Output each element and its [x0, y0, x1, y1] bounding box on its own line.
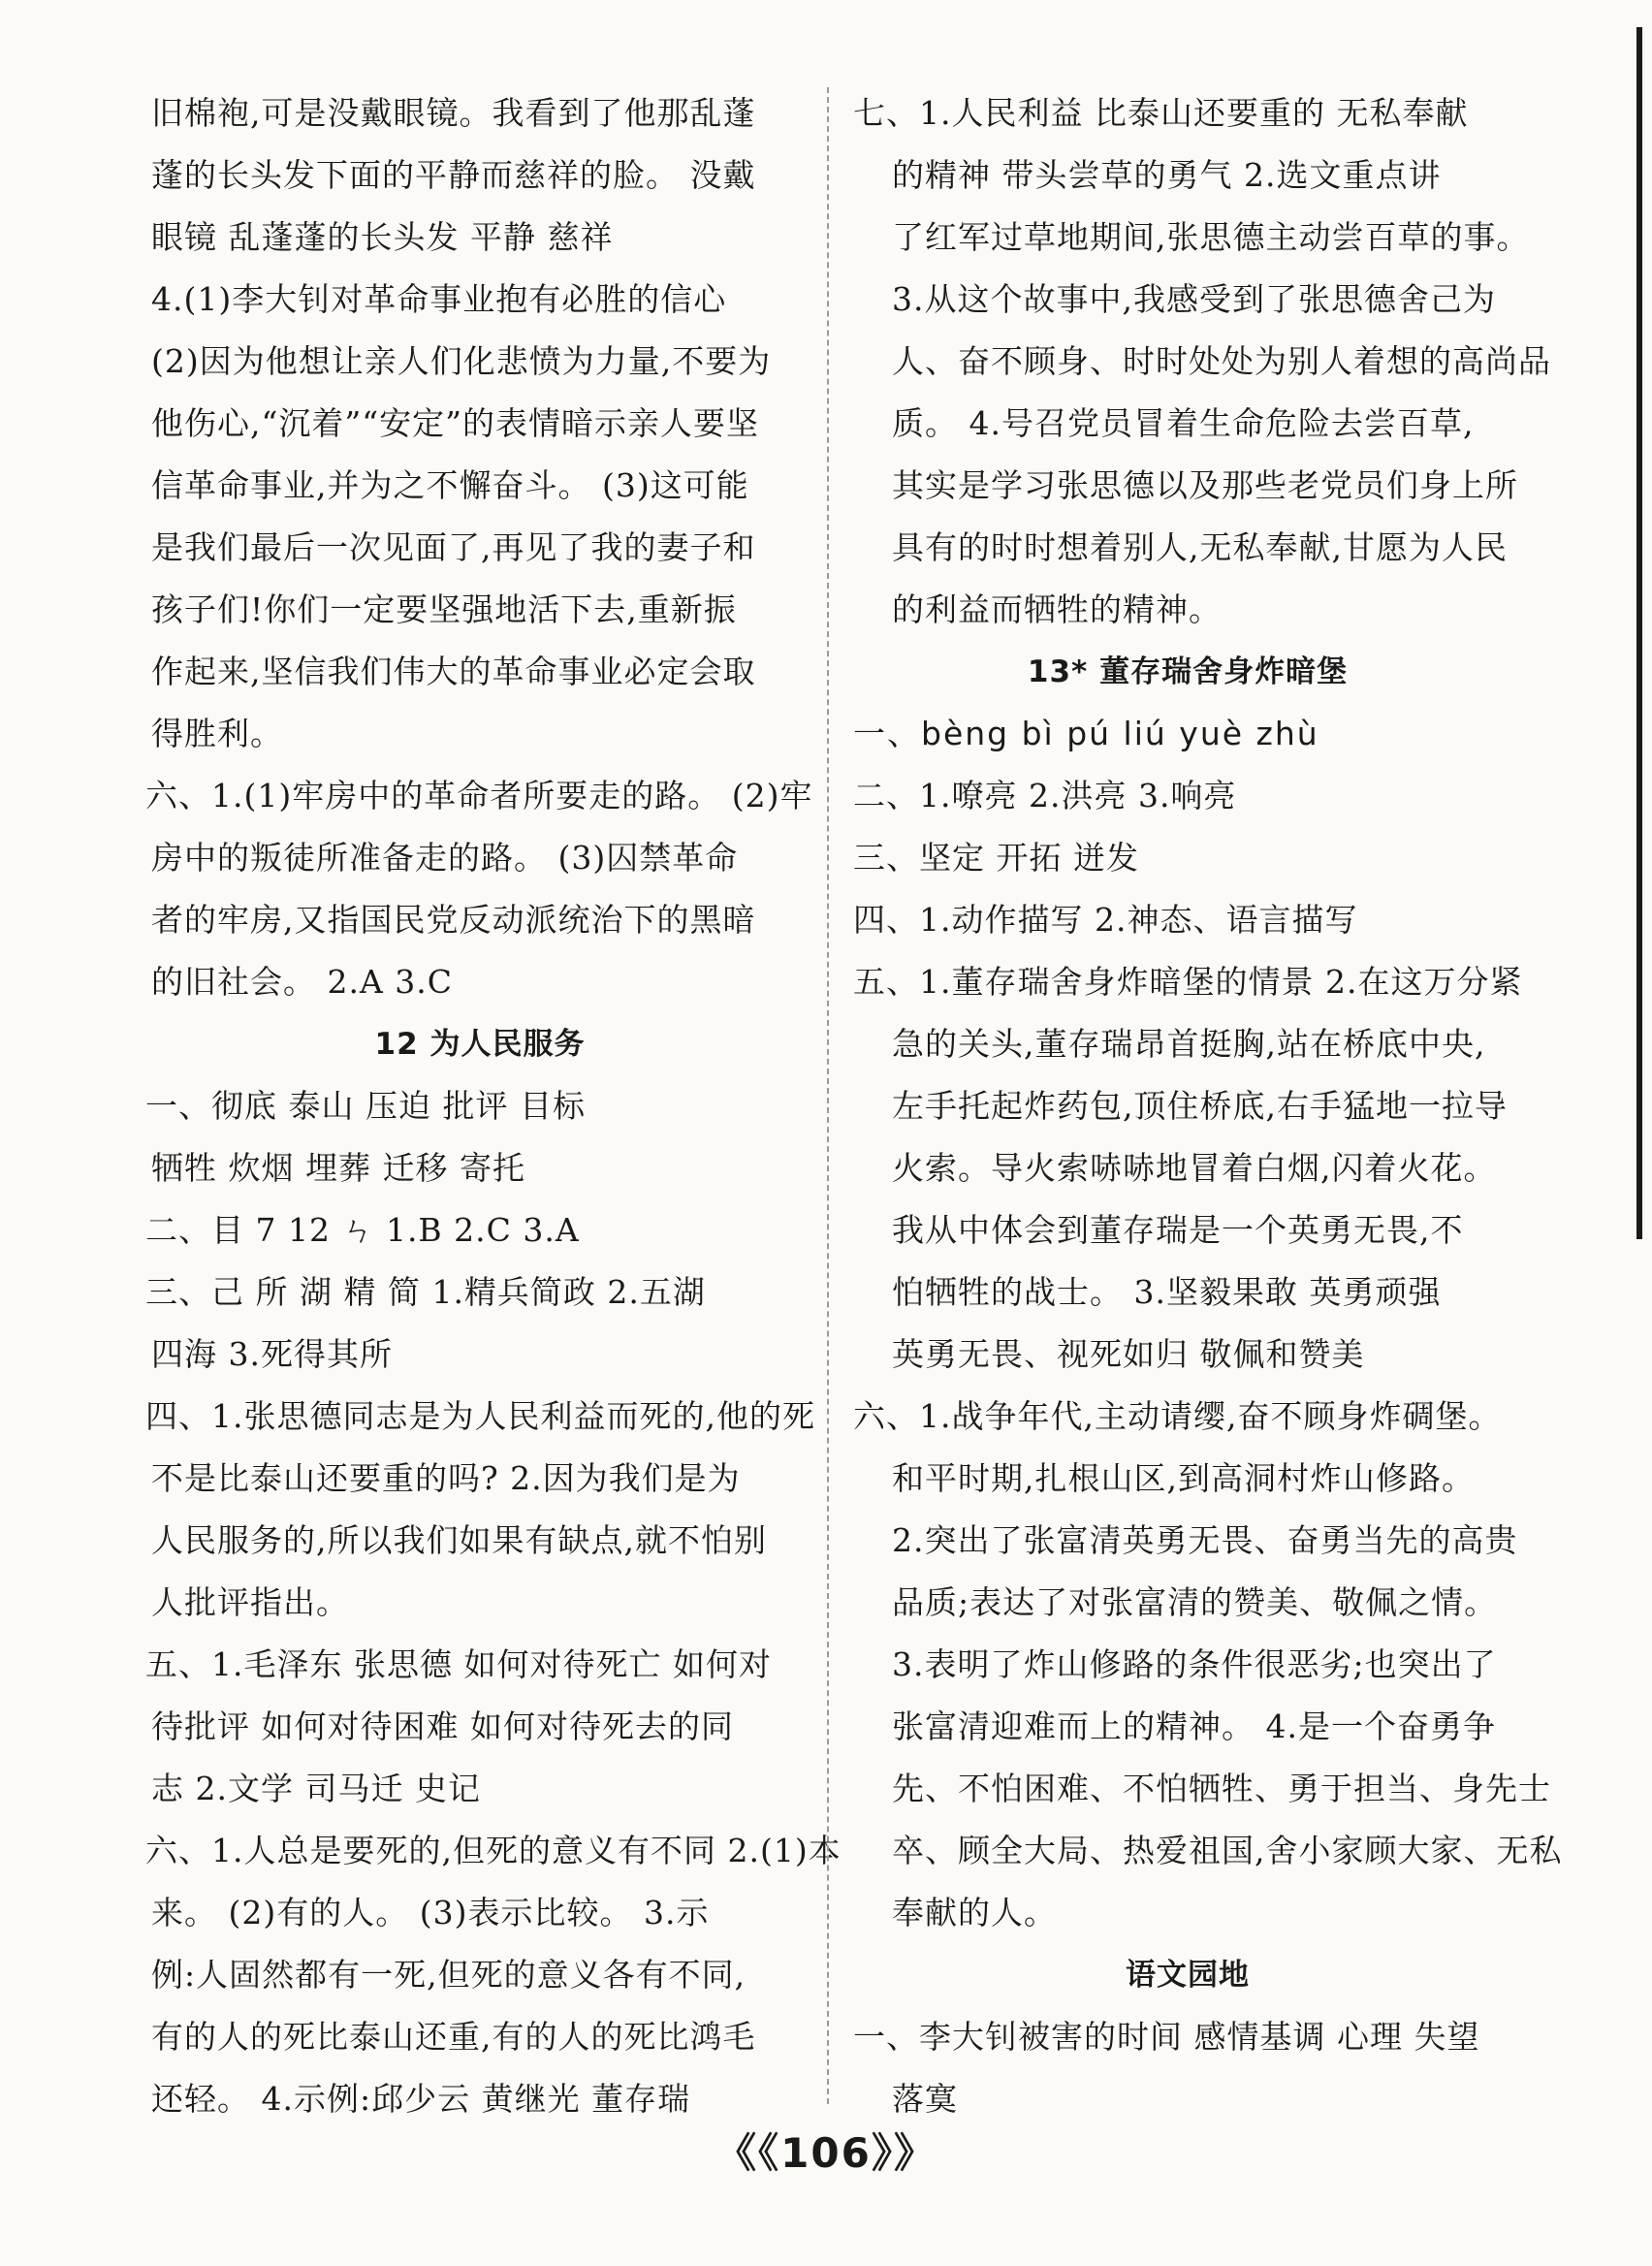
answer-line: 卒、顾全大局、热爱祖国,舍小家顾大家、无私	[892, 1832, 1563, 1869]
answer-line: 急的关头,董存瑞昂首挺胸,站在桥底中央,	[892, 1025, 1486, 1063]
answer-line: 二、目 7 12 ㄣ 1.B 2.C 3.A	[145, 1211, 580, 1249]
answer-line: 六、1.人总是要死的,但死的意义有不同 2.(1)本	[145, 1832, 842, 1869]
answer-line: 怕牺牲的战士。 3.坚毅果敢 英勇顽强	[892, 1273, 1442, 1311]
answer-line: 有的人的死比泰山还重,有的人的死比鸿毛	[151, 2018, 756, 2056]
answer-line: 孩子们!你们一定要坚强地活下去,重新振	[151, 590, 737, 628]
page-edge-bar	[1636, 27, 1642, 1239]
answer-line: 来。 (2)有的人。 (3)表示比较。 3.示	[151, 1894, 710, 1931]
answer-line: 3.表明了炸山修路的条件很恶劣;也突出了	[892, 1645, 1497, 1683]
answer-line: 的利益而牺牲的精神。	[892, 590, 1222, 628]
answer-line: 我从中体会到董存瑞是一个英勇无畏,不	[892, 1211, 1464, 1249]
answer-line: 还轻。 4.示例:邱少云 黄继光 董存瑞	[151, 2080, 691, 2118]
answer-line: 三、坚定 开拓 迸发	[853, 839, 1139, 877]
answer-line: 质。 4.号召党员冒着生命危险去尝百草,	[892, 404, 1475, 442]
column-divider	[827, 87, 829, 2104]
answer-line: 的精神 带头尝草的勇气 2.选文重点讲	[892, 156, 1442, 194]
answer-line: 四、1.张思德同志是为人民利益而死的,他的死	[145, 1397, 815, 1435]
answer-line: 二、1.嘹亮 2.洪亮 3.响亮	[853, 777, 1237, 814]
answer-line: 的旧社会。 2.A 3.C	[151, 963, 454, 1001]
answer-line: 火索。导火索哧哧地冒着白烟,闪着火花。	[892, 1149, 1497, 1187]
answer-line: 六、1.(1)牢房中的革命者所要走的路。 (2)牢	[145, 777, 813, 814]
answer-line: 志 2.文学 司马迁 史记	[151, 1770, 481, 1807]
section-title: 13* 董存瑞舍身炸暗堡	[1027, 654, 1349, 689]
answer-line: 房中的叛徒所准备走的路。 (3)囚禁革命	[151, 839, 739, 877]
answer-line: (2)因为他想让亲人们化悲愤为力量,不要为	[151, 342, 772, 380]
answer-line: 四、1.动作描写 2.神态、语言描写	[853, 901, 1358, 939]
answer-line: 一、bèng bì pú liú yuè zhù	[853, 715, 1319, 752]
section-title: 语文园地	[1126, 1958, 1250, 1993]
answer-line: 左手托起炸药包,顶住桥底,右手猛地一拉导	[892, 1087, 1508, 1125]
answer-line: 了红军过草地期间,张思德主动尝百草的事。	[892, 218, 1530, 256]
answer-line: 眼镜 乱蓬蓬的长头发 平静 慈祥	[151, 218, 614, 256]
answer-line: 七、1.人民利益 比泰山还要重的 无私奉献	[853, 94, 1469, 132]
answer-line: 他伤心,“沉着”“安定”的表情暗示亲人要坚	[151, 404, 759, 442]
answer-line: 是我们最后一次见面了,再见了我的妻子和	[151, 528, 756, 566]
answer-line: 五、1.毛泽东 张思德 如何对待死亡 如何对	[145, 1645, 772, 1683]
answer-line: 待批评 如何对待困难 如何对待死去的同	[151, 1707, 734, 1745]
answer-line: 三、己 所 湖 精 简 1.精兵简政 2.五湖	[145, 1273, 706, 1311]
answer-line: 蓬的长头发下面的平静而慈祥的脸。 没戴	[151, 156, 756, 194]
answer-line: 人批评指出。	[151, 1583, 349, 1621]
answer-line: 3.从这个故事中,我感受到了张思德舍己为	[892, 280, 1496, 318]
answer-line: 人民服务的,所以我们如果有缺点,就不怕别	[151, 1521, 767, 1559]
answer-line: 先、不怕困难、不怕牺牲、勇于担当、身先士	[892, 1770, 1551, 1807]
section-title: 12 为人民服务	[374, 1027, 586, 1062]
answer-line: 得胜利。	[151, 715, 283, 752]
answer-line: 旧棉袍,可是没戴眼镜。我看到了他那乱蓬	[151, 94, 756, 132]
answer-line: 4.(1)李大钊对革命事业抱有必胜的信心	[151, 280, 727, 318]
answer-line: 四海 3.死得其所	[151, 1335, 393, 1373]
page-number: 《《106》》	[715, 2129, 937, 2177]
answer-line: 品质;表达了对张富清的赞美、敬佩之情。	[892, 1583, 1498, 1621]
answer-line: 牺牲 炊烟 埋葬 迁移 寄托	[151, 1149, 525, 1187]
answer-line: 奉献的人。	[892, 1894, 1057, 1931]
left-column	[145, 82, 842, 2130]
answer-line: 一、李大钊被害的时间 感情基调 心理 失望	[853, 2018, 1480, 2056]
answer-line: 例:人固然都有一死,但死的意义各有不同,	[151, 1956, 747, 1994]
answer-line: 六、1.战争年代,主动请缨,奋不顾身炸碉堡。	[853, 1397, 1502, 1435]
answer-line: 信革命事业,并为之不懈奋斗。 (3)这可能	[151, 466, 749, 504]
answer-line: 和平时期,扎根山区,到高洞村炸山修路。	[892, 1459, 1475, 1497]
answer-line: 其实是学习张思德以及那些老党员们身上所	[892, 466, 1518, 504]
right-column	[853, 82, 1563, 2130]
answer-line: 落寞	[892, 2080, 958, 2118]
answer-line: 具有的时时想着别人,无私奉献,甘愿为人民	[892, 528, 1508, 566]
answer-line: 2.突出了张富清英勇无畏、奋勇当先的高贵	[892, 1521, 1518, 1559]
answer-line: 不是比泰山还要重的吗? 2.因为我们是为	[151, 1459, 741, 1497]
answer-line: 一、彻底 泰山 压迫 批评 目标	[145, 1087, 586, 1125]
answer-line: 者的牢房,又指国民党反动派统治下的黑暗	[151, 901, 756, 939]
answer-line: 英勇无畏、视死如归 敬佩和赞美	[892, 1335, 1365, 1373]
answer-line: 人、奋不顾身、时时处处为别人着想的高尚品	[892, 342, 1551, 380]
answer-line: 张富清迎难而上的精神。 4.是一个奋勇争	[892, 1707, 1496, 1745]
answer-line: 作起来,坚信我们伟大的革命事业必定会取	[151, 653, 756, 690]
answer-line: 五、1.董存瑞舍身炸暗堡的情景 2.在这万分紧	[853, 963, 1523, 1001]
